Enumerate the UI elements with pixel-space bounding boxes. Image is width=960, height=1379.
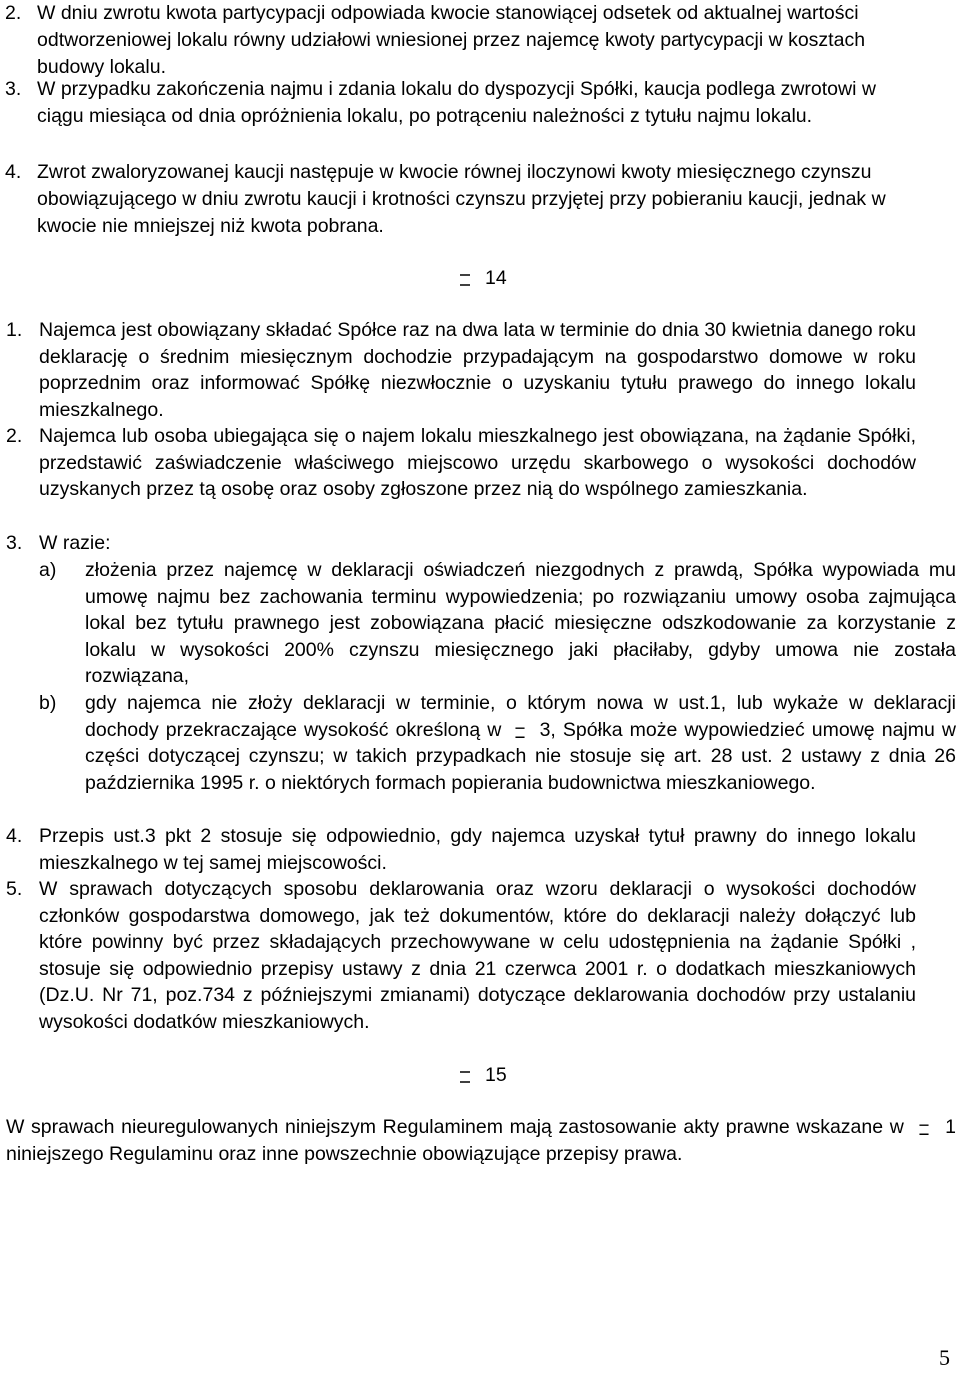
item-text: Zwrot zwaloryzowanej kaucji następuje w kwocie równej iloczynowi kwoty miesięcznego czynszu obowiązującego w dniu zwrotu kaucji i krotności czynszu przyjętej przy pobieraniu kaucji, jednak w kwocie nie mniejszej niż kwota pobrana. <box>37 161 886 237</box>
item-number: 2. <box>5 2 22 24</box>
list-item-3b <box>0 530 916 557</box>
page-number: 5 <box>939 1345 950 1370</box>
final-text-before: W sprawach nieuregulowanych niniejszym Regulaminem mają zastosowanie akty prawne wskazane w <box>6 1116 904 1138</box>
list-item-2b <box>0 423 916 503</box>
section-heading-15 <box>459 1063 507 1087</box>
item-text: W razie: <box>39 532 111 554</box>
item-number: 1. <box>6 319 23 341</box>
item-text: W dniu zwrotu kwota partycypacji odpowiada kwocie stanowiącej odsetek od aktualnej wartości odtworzeniowej lokalu równy udziałowi wniesionej przez najemcę kwoty partycypacji w kosztach budowy lokalu. <box>37 2 866 78</box>
item-number: 2. <box>6 425 23 447</box>
sub-item-text-before: gdy najemca nie złoży deklaracji w terminie, o którym nowa w ust.1, lub wykaże w deklaracji dochody przekraczające wysokość określoną w <box>85 692 956 741</box>
item-text: W sprawach dotyczących sposobu deklarowania oraz wzoru deklaracji o wysokości dochodów członków gospodarstwa domowego, jak też dokumentów, które do deklaracji należy dołączyć lub które powinny być przez składających przechowywane w celu udostępnienia na żądanie Spółki , stosuje się odpowiednio przepisy ustawy z dnia 21 czerwca 2001 r. o dodatkach mieszkaniowych (Dz.U. Nr 71, poz.734 z późniejszymi zmianami) dotyczące deklarowania dochodów przy ustalaniu wysokości dodatków mieszkaniowych. <box>39 878 916 1033</box>
item-number: 4. <box>6 825 23 847</box>
list-item-1 <box>0 317 916 423</box>
item-number: 4. <box>5 161 22 183</box>
section-sign-icon <box>514 720 526 740</box>
section-heading-14 <box>459 266 507 290</box>
list-item-4b <box>0 823 916 876</box>
item-text: Najemca jest obowiązany składać Spółce raz na dwa lata w terminie do dnia 30 kwietnia danego roku deklarację o średnim miesięcznym dochodzie przypadającym na gospodarstwo domowe w roku poprzednim oraz informować Spółkę niezwłocznie o uzyskaniu tytułu prawego do innego lokalu mieszkalnego. <box>39 319 916 421</box>
list-item-3 <box>0 76 905 130</box>
item-text: Najemca lub osoba ubiegająca się o najem lokalu mieszkalnego jest obowiązana, na żądanie Spółki, przedstawić zaświadczenie właściwego miejscowo urzędu skarbowego o wysokości dochodów uzyskanych przez tą osobę oraz osoby zgłoszone przez nią do wspólnego zamieszkania. <box>39 425 916 501</box>
item-number: 3. <box>5 78 22 100</box>
item-number: 5. <box>6 878 23 900</box>
section-sign-icon <box>918 1117 930 1137</box>
sub-item-text <box>85 690 956 796</box>
item-text: W przypadku zakończenia najmu i zdania lokalu do dyspozycji Spółki, kaucja podlega zwrotowi w ciągu miesiąca od dnia opróżnienia lokalu, po potrąceniu należności z tytułu najmu lokalu. <box>37 78 876 127</box>
section-sign-icon <box>459 1063 471 1085</box>
final-text-after: 1 niniejszego Regulaminu oraz inne powszechnie obowiązujące przepisy prawa. <box>6 1116 956 1165</box>
sub-item-letter: b) <box>39 692 57 714</box>
sub-item-a <box>39 557 956 690</box>
section-number: 15 <box>485 1064 507 1086</box>
sub-item-text: złożenia przez najemcę w deklaracji oświadczeń niezgodnych z prawdą, Spółka wypowiada mu umowę najmu bez zachowania terminu wypowiedzenia; po rozwiązaniu umowy osoba zajmująca lokal bez tytułu prawnego jest zobowiązana płacić miesięczne odszkodowanie za korzystanie z lokalu w wysokości 200% czynszu miesięcznego jaki płaciłaby, gdyby umowa nie została rozwiązana, <box>85 559 956 688</box>
section-sign-icon <box>459 266 471 288</box>
sub-item-text-after: 3, Spółka może wypowiedzieć umowę najmu w części dotyczącej czynszu; w takich przypadkach nie stosuje się art. 28 ust. 2 ustawy z dnia 26 października 1995 r. o niektórych formach popierania budownictwa mieszkaniowego. <box>85 718 957 794</box>
final-paragraph <box>6 1114 956 1167</box>
item-text: Przepis ust.3 pkt 2 stosuje się odpowiednio, gdy najemca uzyskał tytuł prawny do innego lokalu mieszkalnego w tej samej miejscowości. <box>39 825 916 874</box>
list-item-4 <box>0 159 905 240</box>
sub-item-b <box>39 690 956 796</box>
list-item-2 <box>0 0 905 81</box>
list-item-5 <box>0 876 916 1036</box>
item-number: 3. <box>6 532 23 554</box>
sub-item-letter: a) <box>39 559 57 581</box>
section-number: 14 <box>485 267 507 289</box>
